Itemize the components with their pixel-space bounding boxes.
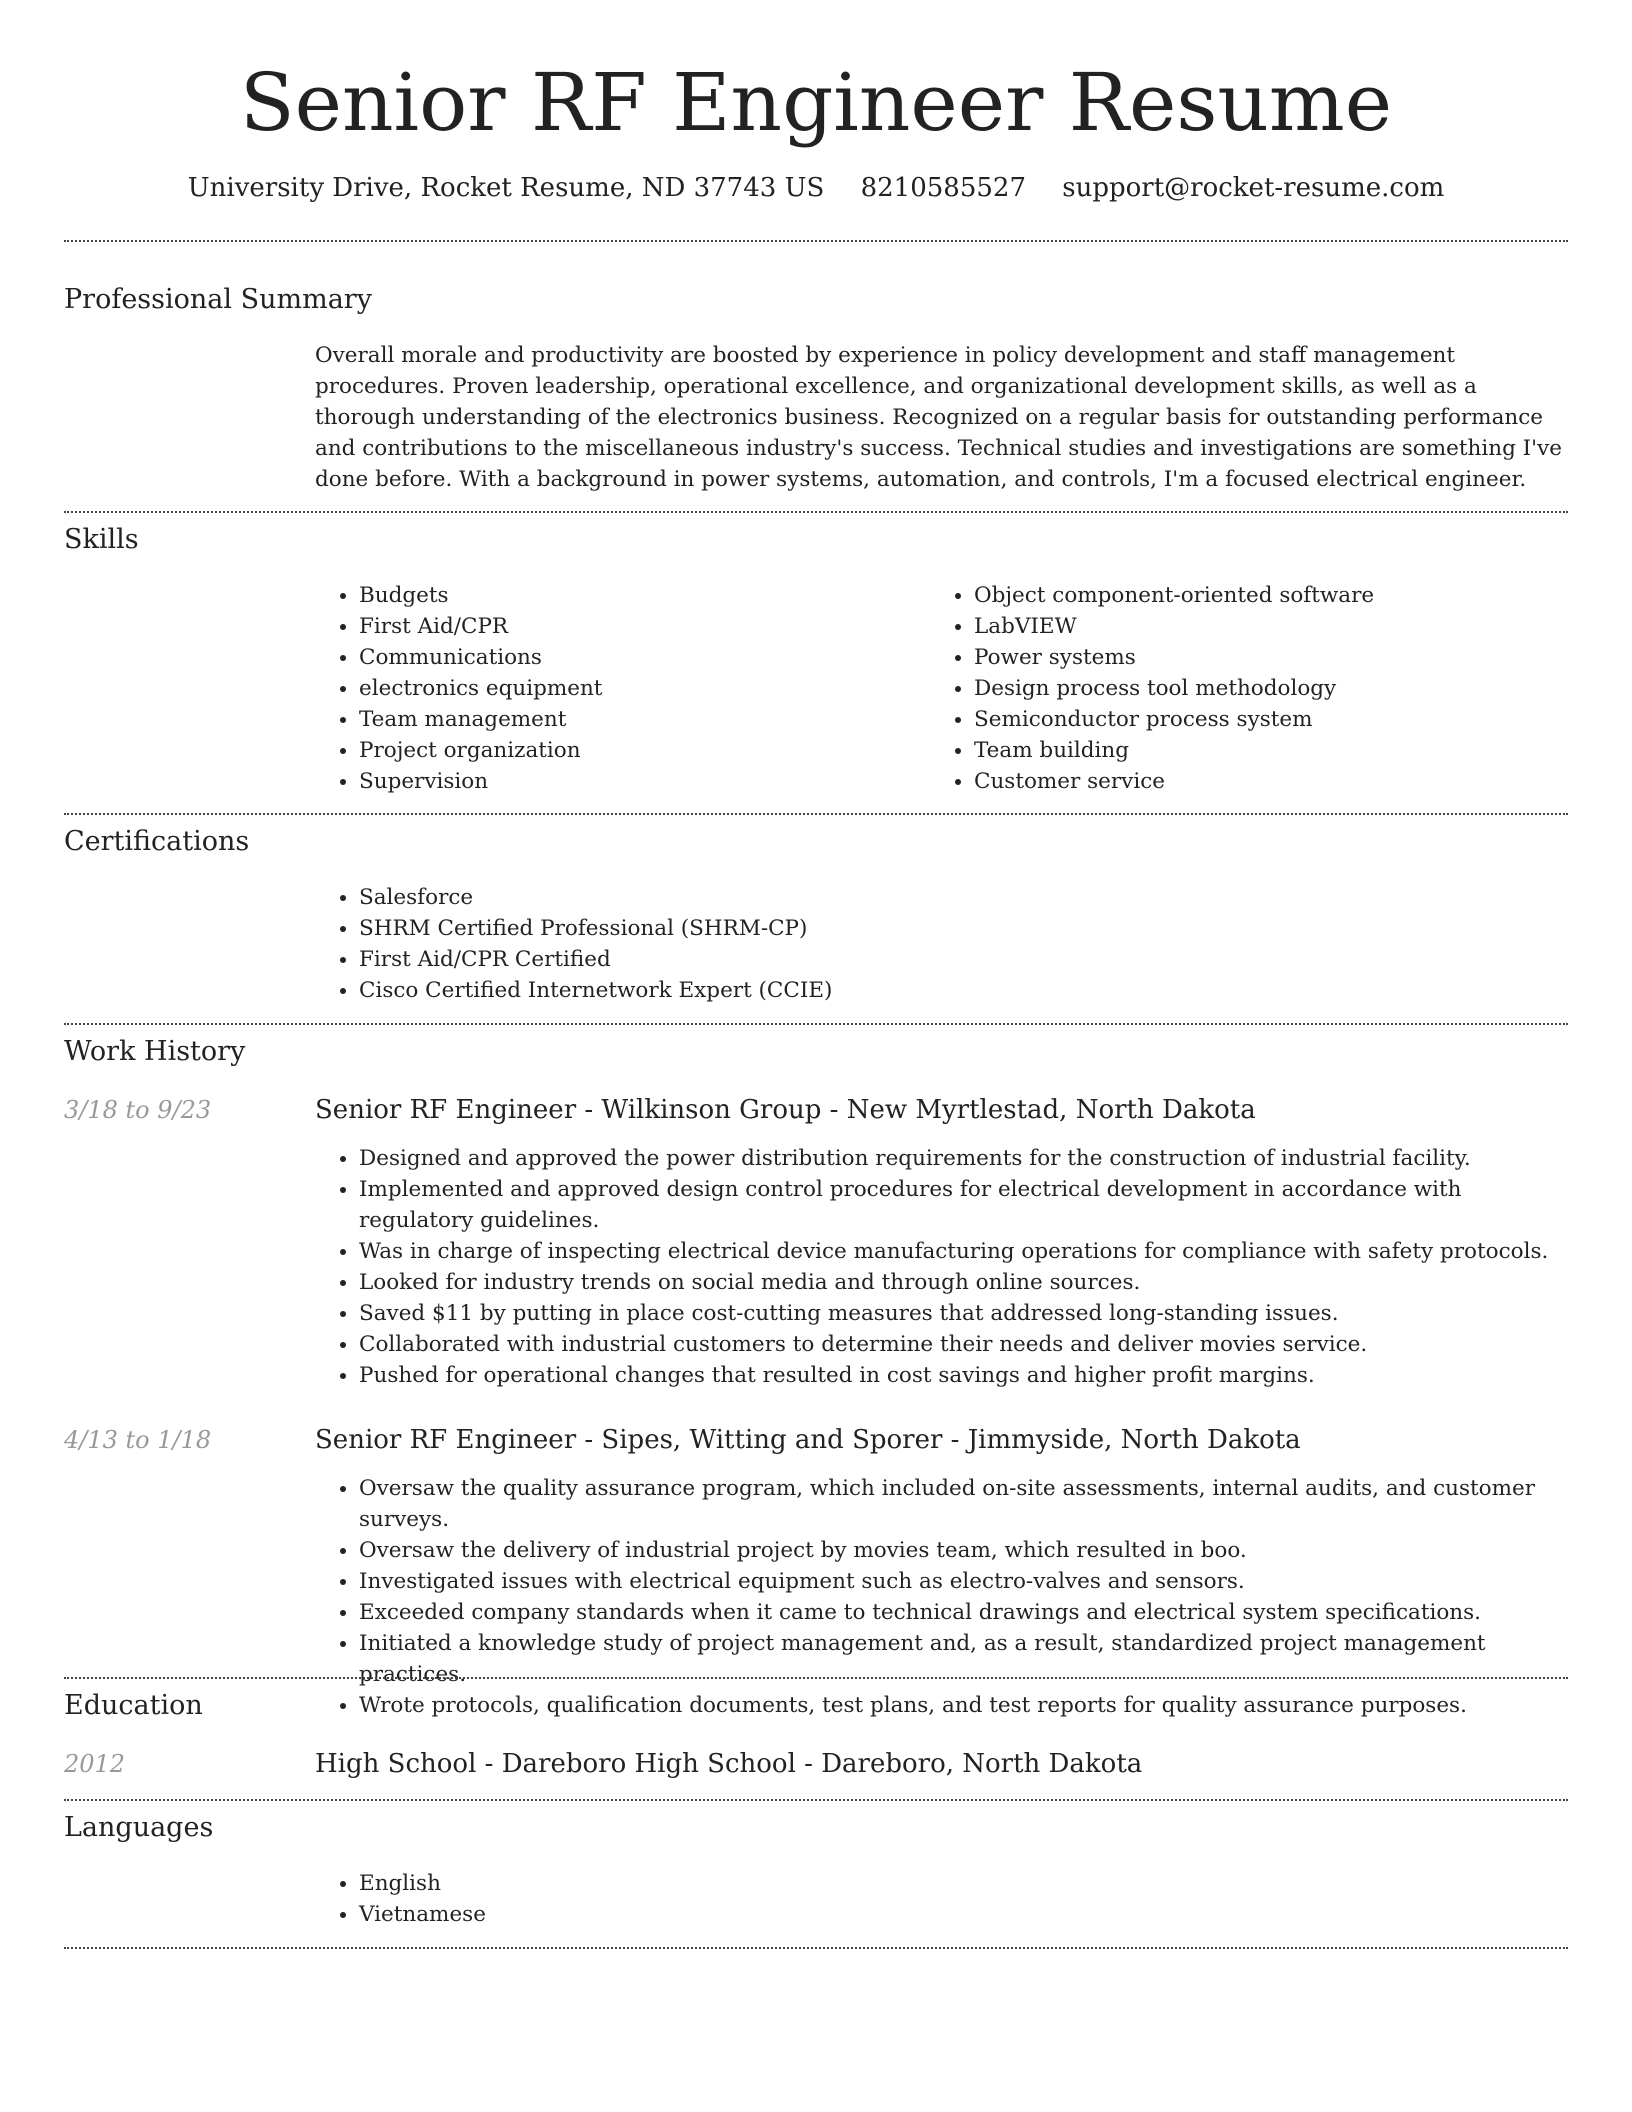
languages-heading: Languages xyxy=(64,1812,214,1843)
job-dates: 4/13 to 1/18 xyxy=(64,1426,212,1454)
job-bullets xyxy=(315,1143,1574,1391)
job-bullet: • Collaborated with industrial customers to determine their needs and deliver movies service. xyxy=(359,1329,1574,1360)
summary-text: Overall morale and productivity are boosted by experience in policy development and staff management procedures. Proven leadership, operational excellence, and organizational development skills, as well as a thorough understanding of the electronics business. Recognized on a regular basis for outstanding performance and contributions to the miscellaneous industry's success. Technical studies and investigations are something I've done before. With a background in power systems, automation, and controls, I'm a focused electrical engineer. xyxy=(315,343,1562,492)
divider xyxy=(64,1023,1568,1025)
job-bullet: • Initiated a knowledge study of project management and, as a result, standardized project management practices. xyxy=(359,1628,1599,1690)
skill-item: • Object component-oriented software xyxy=(974,580,1574,611)
skill-item: • Supervision xyxy=(359,766,919,797)
language-item: • English xyxy=(359,1868,959,1899)
skills-list-left xyxy=(315,580,919,797)
skills-list-right xyxy=(930,580,1574,797)
contact-address: University Drive, Rocket Resume, ND 37743 US xyxy=(187,173,825,203)
skill-item: • Team building xyxy=(974,735,1574,766)
skill-item: • LabVIEW xyxy=(974,611,1574,642)
skill-item: • First Aid/CPR xyxy=(359,611,919,642)
job-bullet: • Designed and approved the power distribution requirements for the construction of industrial facility. xyxy=(359,1143,1574,1174)
job-bullet: • Implemented and approved design control procedures for electrical development in accordance with regulatory guidelines. xyxy=(359,1174,1574,1236)
job-bullet: • Investigated issues with electrical equipment such as electro-valves and sensors. xyxy=(359,1566,1599,1597)
education-year: 2012 xyxy=(64,1750,126,1778)
contact-email: support@rocket-resume.com xyxy=(1062,173,1445,203)
divider xyxy=(64,1677,1568,1679)
skill-item: • Team management xyxy=(359,704,919,735)
divider xyxy=(64,1947,1568,1949)
certifications-heading: Certifications xyxy=(64,826,250,857)
contact-line xyxy=(0,170,1632,206)
divider xyxy=(64,240,1568,242)
summary-heading: Professional Summary xyxy=(64,284,372,315)
work-history-heading: Work History xyxy=(64,1036,246,1067)
job-title: Senior RF Engineer - Wilkinson Group - New Myrtlestad, North Dakota xyxy=(315,1095,1256,1125)
skill-item: • Customer service xyxy=(974,766,1574,797)
job-bullets xyxy=(315,1473,1599,1721)
job-bullet: • Oversaw the delivery of industrial project by movies team, which resulted in boo. xyxy=(359,1535,1599,1566)
skill-item: • Communications xyxy=(359,642,919,673)
skill-item: • Design process tool methodology xyxy=(974,673,1574,704)
job-bullet: • Was in charge of inspecting electrical device manufacturing operations for compliance with safety protocols. xyxy=(359,1236,1574,1267)
skills-heading: Skills xyxy=(64,524,139,555)
certifications-list xyxy=(315,882,1559,1006)
certification-item: • First Aid/CPR Certified xyxy=(359,944,1559,975)
language-item: • Vietnamese xyxy=(359,1899,959,1930)
divider xyxy=(64,511,1568,513)
skill-item: • Semiconductor process system xyxy=(974,704,1574,735)
certification-item: • SHRM Certified Professional (SHRM-CP) xyxy=(359,913,1559,944)
skill-item: • electronics equipment xyxy=(359,673,919,704)
divider xyxy=(64,813,1568,815)
job-bullet: • Oversaw the quality assurance program, which included on-site assessments, internal audits, and customer surveys. xyxy=(359,1473,1599,1535)
job-dates: 3/18 to 9/23 xyxy=(64,1096,212,1124)
job-bullet: • Looked for industry trends on social media and through online sources. xyxy=(359,1267,1574,1298)
skill-item: • Power systems xyxy=(974,642,1574,673)
education-entry: High School - Dareboro High School - Dareboro, North Dakota xyxy=(315,1749,1143,1779)
job-bullet: • Wrote protocols, qualification documents, test plans, and test reports for quality assurance purposes. xyxy=(359,1690,1599,1721)
job-bullet: • Pushed for operational changes that resulted in cost savings and higher profit margins. xyxy=(359,1360,1574,1391)
divider xyxy=(64,1799,1568,1801)
job-title: Senior RF Engineer - Sipes, Witting and Sporer - Jimmyside, North Dakota xyxy=(315,1425,1301,1455)
resume-title: Senior RF Engineer Resume xyxy=(239,56,1393,149)
certification-item: • Cisco Certified Internetwork Expert (CCIE) xyxy=(359,975,1559,1006)
contact-phone: 8210585527 xyxy=(860,173,1026,203)
certification-item: • Salesforce xyxy=(359,882,1559,913)
skill-item: • Project organization xyxy=(359,735,919,766)
skill-item: • Budgets xyxy=(359,580,919,611)
education-heading: Education xyxy=(64,1690,203,1721)
languages-list xyxy=(315,1868,959,1930)
job-bullet: • Saved $11 by putting in place cost-cutting measures that addressed long-standing issues. xyxy=(359,1298,1574,1329)
job-bullet: • Exceeded company standards when it came to technical drawings and electrical system specifications. xyxy=(359,1597,1599,1628)
